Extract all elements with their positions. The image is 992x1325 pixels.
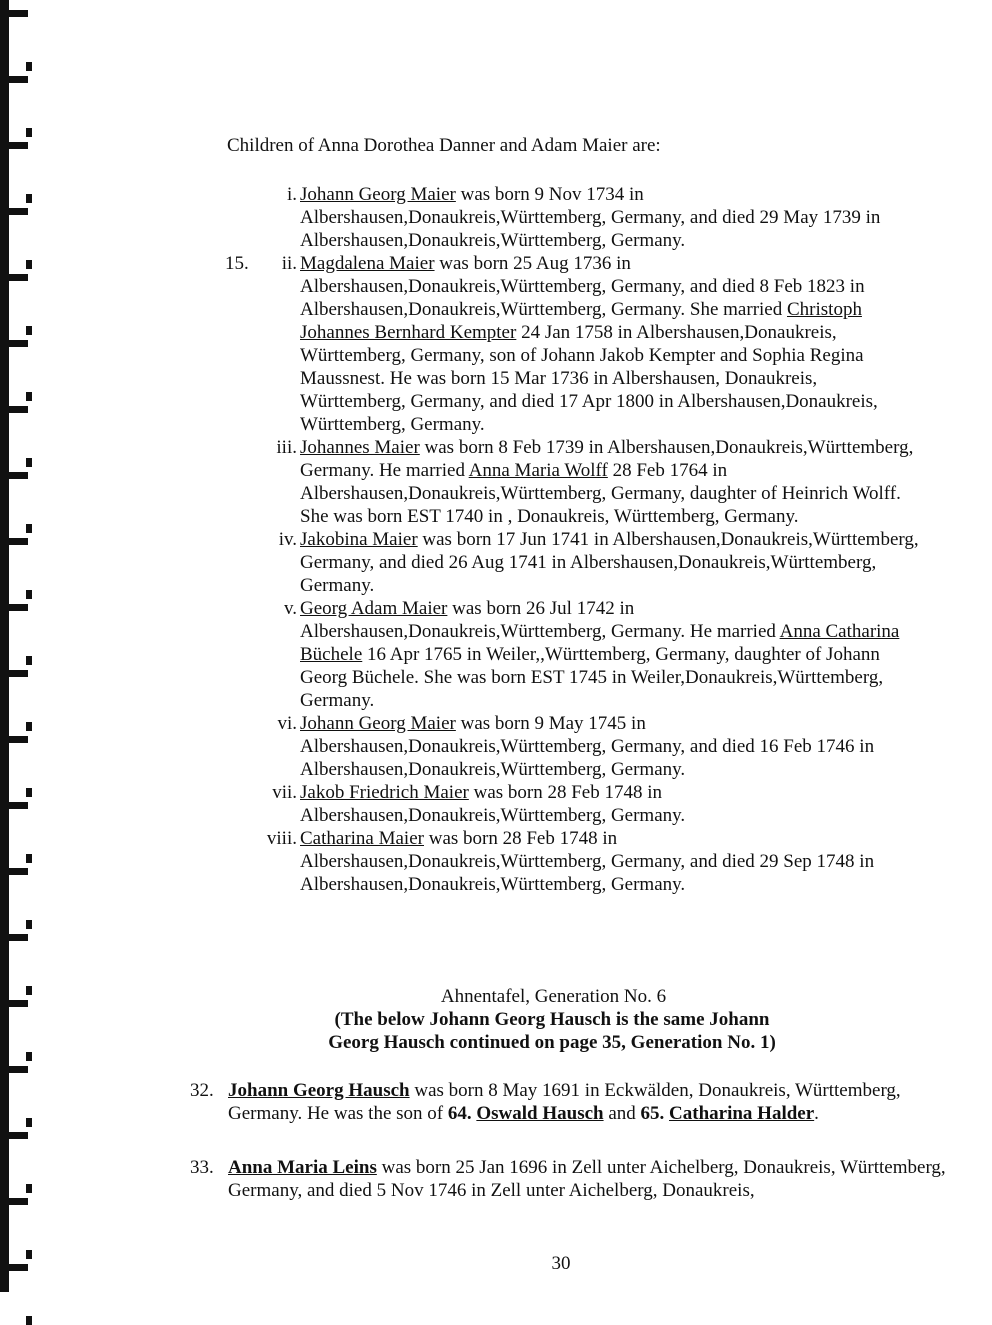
- ancestor-text: and: [603, 1103, 641, 1124]
- person-link[interactable]: Anna Maria Leins: [228, 1157, 377, 1178]
- mother-number: 65.: [640, 1103, 665, 1124]
- binding-nub: [26, 1118, 32, 1127]
- binding-nub: [26, 656, 32, 665]
- child-text: was born 28 Feb 1748 in Albershausen,Donaukreis,Württemberg, Germany.: [300, 782, 686, 826]
- person-link[interactable]: Georg Adam Maier: [300, 598, 448, 619]
- spiral-binding: [0, 0, 32, 1292]
- child-text: was born 9 May 1745 in Albershausen,Donaukreis,Württemberg, Germany, and died 16 Feb 1746 in Albershausen,Donaukreis,Württemberg, Germany.: [300, 713, 875, 780]
- child-numeral: iii.: [276, 437, 297, 458]
- person-link[interactable]: Jakobina Maier: [300, 529, 418, 550]
- child-numeral: iv.: [278, 529, 297, 550]
- person-link[interactable]: Johann Georg Maier: [300, 713, 456, 734]
- binding-nub: [26, 260, 32, 269]
- spouse-link[interactable]: Anna Maria Wolff: [468, 460, 608, 481]
- binding-nub: [26, 128, 32, 137]
- child-numeral: ii.: [281, 253, 297, 274]
- person-link[interactable]: Johann Georg Maier: [300, 184, 456, 205]
- generation-heading: [0, 985, 992, 1054]
- list-item: [225, 827, 925, 896]
- binding-nub: [26, 458, 32, 467]
- binding-tab: [6, 472, 28, 479]
- spouse-link[interactable]: Christoph Johannes Bernhard Kempter: [300, 299, 862, 343]
- binding-tab: [6, 670, 28, 677]
- binding-nub: [26, 392, 32, 401]
- father-number: 64.: [447, 1103, 472, 1124]
- child-numeral: i.: [286, 184, 297, 205]
- generation-number: 15.: [225, 253, 249, 274]
- child-numeral: vii.: [272, 782, 297, 803]
- binding-tab: [6, 1198, 28, 1205]
- spouse-link[interactable]: Anna Catharina Büchele: [300, 621, 900, 665]
- binding-strip: [0, 0, 9, 1292]
- binding-nub: [26, 1316, 32, 1325]
- binding-tab: [6, 604, 28, 611]
- binding-nub: [26, 326, 32, 335]
- list-item: [225, 712, 925, 781]
- binding-tab: [6, 274, 28, 281]
- child-numeral: viii.: [266, 828, 297, 849]
- person-link[interactable]: Johannes Maier: [300, 437, 420, 458]
- binding-nub: [26, 788, 32, 797]
- binding-nub: [26, 524, 32, 533]
- binding-tab: [6, 142, 28, 149]
- child-text: was born 9 Nov 1734 in Albershausen,Donaukreis,Württemberg, Germany, and died 29 May 1739 in Albershausen,Donaukreis,Württemberg, Germany.: [300, 184, 881, 251]
- child-text: was born 28 Feb 1748 in Albershausen,Donaukreis,Württemberg, Germany, and died 29 Sep 1748 in Albershausen,Donaukreis,Württemberg, Germany.: [300, 828, 875, 895]
- ancestor-number: 33.: [190, 1157, 214, 1178]
- ancestor-text: was born 25 Jan 1696 in Zell unter Aichelberg, Donaukreis, Württemberg, Germany, and died 5 Nov 1746 in Zell unter Aichelberg, Donaukreis,: [228, 1157, 946, 1201]
- ancestor-entry: [190, 1079, 963, 1125]
- person-link[interactable]: Magdalena Maier: [300, 253, 435, 274]
- list-item: [225, 528, 925, 597]
- person-link[interactable]: Catharina Maier: [300, 828, 424, 849]
- binding-tab: [6, 1066, 28, 1073]
- binding-nub: [26, 920, 32, 929]
- binding-tab: [6, 208, 28, 215]
- binding-tab: [6, 868, 28, 875]
- person-link[interactable]: Jakob Friedrich Maier: [300, 782, 469, 803]
- binding-nub: [26, 722, 32, 731]
- mother-link[interactable]: Catharina Halder: [669, 1103, 815, 1124]
- list-item: [225, 183, 925, 252]
- list-item: [225, 597, 925, 712]
- ancestor-number: 32.: [190, 1080, 214, 1101]
- children-intro: Children of Anna Dorothea Danner and Adam Maier are:: [227, 135, 661, 156]
- binding-nub: [26, 1184, 32, 1193]
- child-text: was born 17 Jun 1741 in Albershausen,Donaukreis,Württemberg, Germany, and died 26 Aug 1741 in Albershausen,Donaukreis,Württemberg, Germany.: [300, 529, 919, 596]
- binding-tab: [6, 934, 28, 941]
- list-item: [225, 436, 925, 528]
- binding-tab: [6, 538, 28, 545]
- binding-nub: [26, 62, 32, 71]
- binding-tab: [6, 340, 28, 347]
- child-text: 24 Jan 1758 in Albershausen,Donaukreis, Württemberg, Germany, son of Johann Jakob Kempter and Sophia Regina Maussnest. He was born 15 Mar 1736 in Albershausen, Donaukreis, Württemberg, Germany, and died 17 Apr 1800 in Albershausen,Donaukreis, Württemberg, Germany.: [300, 322, 878, 435]
- child-text: 16 Apr 1765 in Weiler,,Württemberg, Germany, daughter of Johann Georg Büchele. She was born EST 1745 in Weiler,Donaukreis,Württemberg, Germany.: [300, 644, 884, 711]
- binding-tab: [6, 802, 28, 809]
- list-item: [225, 781, 925, 827]
- binding-nub: [26, 590, 32, 599]
- binding-nub: [26, 194, 32, 203]
- ancestor-text: was born 8 May 1691 in Eckwälden, Donaukreis, Württemberg, Germany. He was the son of: [228, 1080, 901, 1124]
- ancestor-text: .: [814, 1103, 819, 1124]
- person-link[interactable]: Johann Georg Hausch: [228, 1080, 410, 1101]
- binding-tab: [6, 76, 28, 83]
- binding-tab: [6, 736, 28, 743]
- binding-nub: [26, 854, 32, 863]
- child-text: was born 8 Feb 1739 in Albershausen,Donaukreis,Württemberg, Germany. He married: [300, 437, 914, 481]
- generation-title: Ahnentafel, Generation No. 6: [440, 986, 667, 1007]
- children-list: [225, 183, 925, 896]
- list-item: [225, 252, 925, 436]
- child-numeral: v.: [283, 598, 297, 619]
- page-number: 30: [551, 1253, 571, 1274]
- binding-tab: [6, 10, 28, 17]
- generation-note: (The below Johann Georg Hausch is the same Johann Georg Hausch continued on page 35, Generation No. 1): [328, 1009, 776, 1053]
- ancestor-entry: [190, 1156, 963, 1202]
- child-text: 28 Feb 1764 in Albershausen,Donaukreis,Württemberg, Germany, daughter of Heinrich Wolff. She was born EST 1740 in , Donaukreis, Württemberg, Germany.: [300, 460, 901, 527]
- child-text: was born 25 Aug 1736 in Albershausen,Donaukreis,Württemberg, Germany, and died 8 Feb 1823 in Albershausen,Donaukreis,Württemberg, Germany. She married: [300, 253, 865, 320]
- binding-tab: [6, 1132, 28, 1139]
- child-numeral: vi.: [277, 713, 297, 734]
- binding-tab: [6, 406, 28, 413]
- child-text: was born 26 Jul 1742 in Albershausen,Donaukreis,Württemberg, Germany. He married: [300, 598, 780, 642]
- father-link[interactable]: Oswald Hausch: [476, 1103, 604, 1124]
